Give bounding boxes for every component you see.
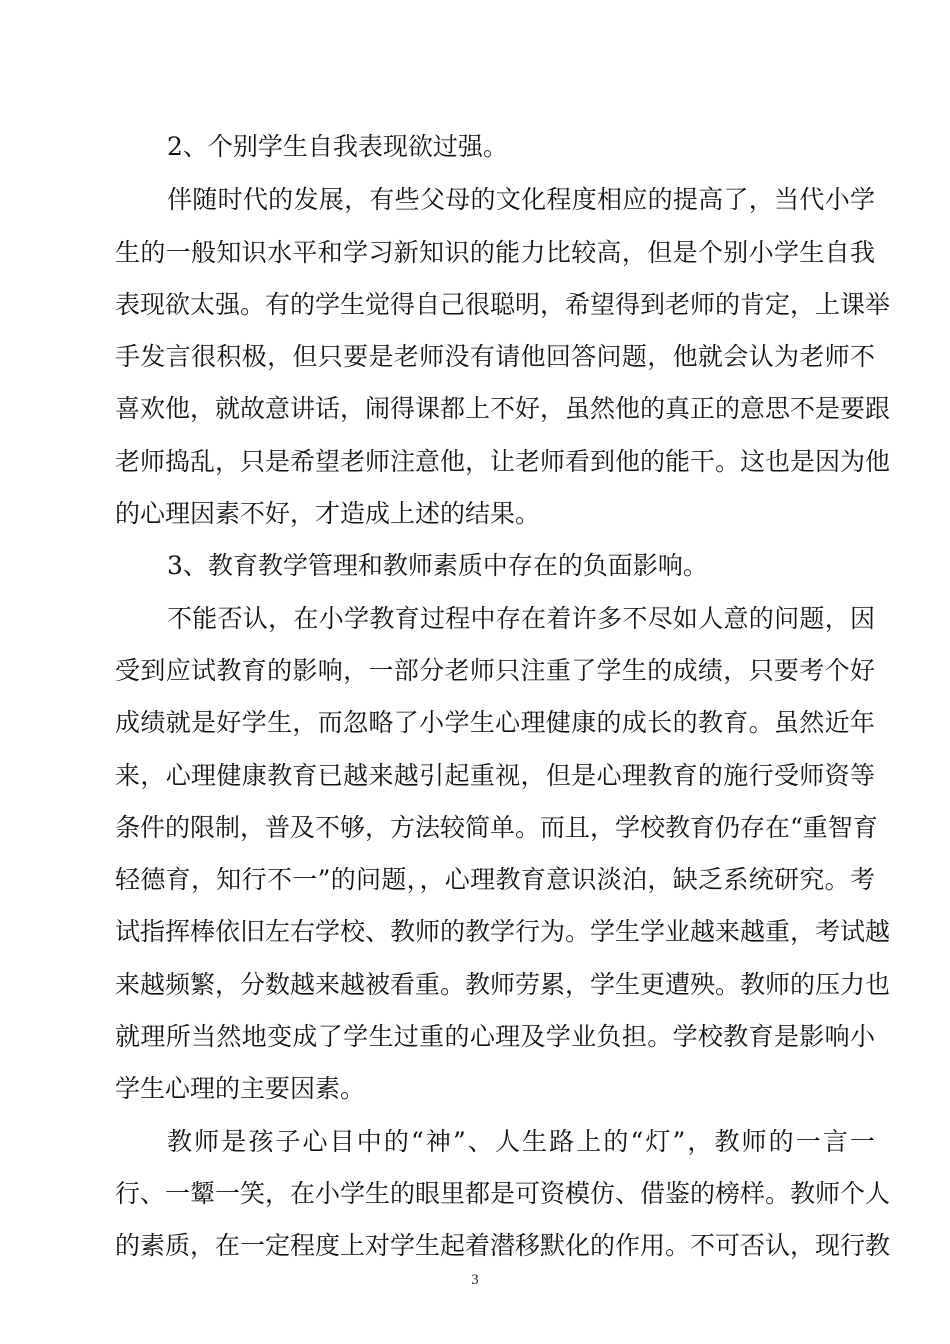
paragraph-line: 的心理因素不好，才造成上述的结果。 [115,499,541,528]
paragraph-line: 的素质，在一定程度上对学生起着潜移默化的作用。不可否认，现行教 [115,1231,891,1260]
paragraph-line: 来越频繁，分数越来越被看重。教师劳累，学生更遭殃。教师的压力也 [115,970,891,999]
paragraph-line: 喜欢他，就故意讲话，闹得课都上不好，虽然他的真正的意思不是要跟 [115,394,891,423]
paragraph-line: 不能否认，在小学教育过程中存在着许多不尽如人意的问题，因 [167,604,875,633]
page-number: 3 [471,1272,479,1288]
paragraph-line: 条件的限制，普及不够，方法较简单。而且，学校教育仍存在“重智育 [115,813,878,842]
paragraph-line: 来，心理健康教育已越来越引起重视，但是心理教育的施行受师资等 [115,761,875,790]
paragraph-line: 受到应试教育的影响，一部分老师只注重了学生的成绩，只要考个好 [115,656,875,685]
paragraph-line: 生的一般知识水平和学习新知识的能力比较高，但是个别小学生自我 [115,238,875,267]
paragraph-line: 学生心理的主要因素。 [115,1074,366,1103]
paragraph-line: 表现欲太强。有的学生觉得自己很聪明，希望得到老师的肯定，上课举 [115,290,891,319]
section-heading-3: 3、教育教学管理和教师素质中存在的负面影响。 [167,551,708,580]
paragraph-line: 伴随时代的发展，有些父母的文化程度相应的提高了，当代小学 [167,185,875,214]
paragraph-line: 成绩就是好学生，而忽略了小学生心理健康的成长的教育。虽然近年 [115,708,875,737]
paragraph-line: 手发言很积极，但只要是老师没有请他回答问题，他就会认为老师不 [115,342,875,371]
paragraph-line: 就理所当然地变成了学生过重的心理及学业负担。学校教育是影响小 [115,1022,875,1051]
paragraph-line: 行、一颦一笑，在小学生的眼里都是可资模仿、借鉴的榜样。教师个人 [115,1179,891,1208]
paragraph-line: 试指挥棒依旧左右学校、教师的教学行为。学生学业越来越重，考试越 [115,917,891,946]
paragraph-line: 教师是孩子心目中的“神”、人生路上的“灯”，教师的一言一 [167,1127,875,1156]
section-heading-2: 2、个别学生自我表现欲过强。 [167,132,508,161]
paragraph-line: 轻德育，知行不一”的问题，，心理教育意识淡泊，缺乏系统研究。考 [115,865,875,894]
paragraph-line: 老师捣乱，只是希望老师注意他，让老师看到他的能干。这也是因为他 [115,447,891,476]
